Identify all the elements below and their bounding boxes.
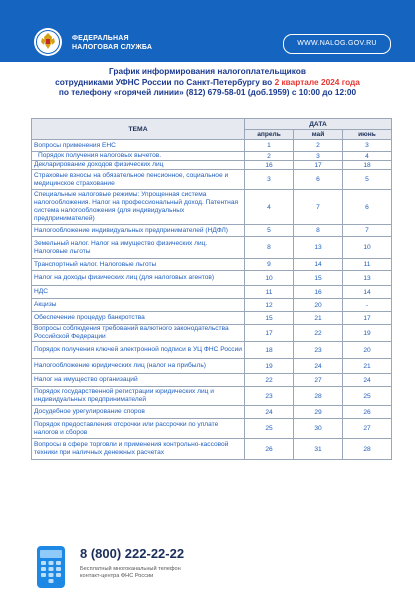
table-row <box>32 312 392 325</box>
row-theme: Вопросы применения ЕНС <box>32 140 245 152</box>
row-theme: Порядок государственной регистрации юридических лиц и индивидуальных предпринимателей <box>32 387 245 406</box>
row-date-june: 18 <box>343 161 392 170</box>
header-month-april: апрель <box>245 130 294 140</box>
table-row <box>32 299 392 312</box>
row-theme: Вопросы соблюдения требований валютного законодательства Российской Федерации <box>32 325 245 342</box>
title-line3: по телефону «горячей линии» (812) 679-58-01 (доб.1959) с 10:00 до 12:00 <box>58 87 357 97</box>
row-date-may: 14 <box>294 259 343 271</box>
row-date-april: 12 <box>245 299 294 312</box>
row-date-april: 15 <box>245 312 294 325</box>
row-date-may: 8 <box>294 225 343 237</box>
row-theme: Декларирование доходов физических лиц <box>32 161 245 170</box>
row-date-april: 22 <box>245 374 294 387</box>
hotline-description <box>80 566 181 580</box>
row-date-june: - <box>343 299 392 312</box>
table-row <box>32 387 392 406</box>
row-date-june: 21 <box>343 359 392 374</box>
row-theme: Налог на доходы физических лиц (для налоговых агентов) <box>32 271 245 286</box>
row-theme: Акцизы <box>32 299 245 312</box>
row-theme: Земельный налог. Налог на имущество физических лиц. Налоговые льготы <box>32 237 245 259</box>
row-date-june: 26 <box>343 406 392 419</box>
row-date-may: 6 <box>294 170 343 190</box>
row-theme: Порядок получения ключей электронной подписи в УЦ ФНС России <box>32 342 245 359</box>
row-date-may: 24 <box>294 359 343 374</box>
table-row <box>32 170 392 190</box>
row-theme: Транспортный налог. Налоговые льготы <box>32 259 245 271</box>
row-date-april: 16 <box>245 161 294 170</box>
row-theme: Вопросы в сфере торговли и применения контрольно-кассовой техники при наличных денежных расчетах <box>32 439 245 460</box>
title-line1: График информирования налогоплательщиков <box>109 66 306 76</box>
row-theme: Налогообложение индивидуальных предпринимателей (НДФЛ) <box>32 225 245 237</box>
row-date-april: 25 <box>245 419 294 439</box>
table-row <box>32 359 392 374</box>
table-row <box>32 152 392 161</box>
row-date-april: 8 <box>245 237 294 259</box>
title-line2-text: сотрудниками УФНС России по Санкт-Петербургу во <box>55 76 275 87</box>
phone-keypad-icon <box>36 545 66 589</box>
row-date-june: 11 <box>343 259 392 271</box>
table-row <box>32 190 392 225</box>
row-date-june: 19 <box>343 325 392 342</box>
row-date-june: 4 <box>343 152 392 161</box>
row-date-april: 4 <box>245 190 294 225</box>
row-date-april: 24 <box>245 406 294 419</box>
org-name-line2: НАЛОГОВАЯ СЛУЖБА <box>72 44 153 51</box>
row-date-april: 9 <box>245 259 294 271</box>
header-month-june: июнь <box>343 130 392 140</box>
row-date-april: 11 <box>245 286 294 299</box>
header-theme: ТЕМА <box>32 119 245 140</box>
row-date-may: 23 <box>294 342 343 359</box>
header-month-may: май <box>294 130 343 140</box>
row-date-june: 10 <box>343 237 392 259</box>
row-date-may: 20 <box>294 299 343 312</box>
row-date-april: 18 <box>245 342 294 359</box>
row-date-april: 26 <box>245 439 294 460</box>
table-row <box>32 325 392 342</box>
title-line2 <box>20 77 395 88</box>
fns-emblem-icon <box>33 27 63 57</box>
header-date: ДАТА <box>245 119 392 130</box>
row-date-may: 13 <box>294 237 343 259</box>
row-date-april: 17 <box>245 325 294 342</box>
table-row <box>32 140 392 152</box>
row-date-june: 27 <box>343 419 392 439</box>
hotline-desc-line2: контакт-центра ФНС России <box>80 573 154 579</box>
row-date-may: 22 <box>294 325 343 342</box>
row-date-june: 5 <box>343 170 392 190</box>
table-row <box>32 286 392 299</box>
title-highlight: 2 квартале 2024 года <box>274 76 360 87</box>
table-row <box>32 271 392 286</box>
table-row <box>32 237 392 259</box>
row-date-april: 23 <box>245 387 294 406</box>
row-theme: Страховые взносы на обязательное пенсионное, социальное и медицинское страхование <box>32 170 245 190</box>
row-date-may: 2 <box>294 140 343 152</box>
table-row <box>32 225 392 237</box>
row-date-june: 25 <box>343 387 392 406</box>
hotline-phone[interactable]: 8 (800) 222-22-22 <box>80 546 185 561</box>
row-date-april: 10 <box>245 271 294 286</box>
row-date-june: 17 <box>343 312 392 325</box>
row-date-april: 3 <box>245 170 294 190</box>
row-theme: Порядок предоставления отсрочки или рассрочки по уплате налогов и сборов <box>32 419 245 439</box>
website-link[interactable]: WWW.NALOG.GOV.RU <box>283 34 391 54</box>
row-date-may: 27 <box>294 374 343 387</box>
row-date-june: 24 <box>343 374 392 387</box>
row-theme: Специальные налоговые режимы: Упрощенная система налогообложения. Налог на профессиональный доход. Патентная система налогообложения (для индивидуальных предпринимателей) <box>32 190 245 225</box>
row-date-june: 28 <box>343 439 392 460</box>
row-date-april: 19 <box>245 359 294 374</box>
table-row <box>32 439 392 460</box>
row-date-june: 3 <box>343 140 392 152</box>
row-date-may: 30 <box>294 419 343 439</box>
page-title <box>20 66 395 98</box>
row-date-may: 28 <box>294 387 343 406</box>
row-date-june: 14 <box>343 286 392 299</box>
row-theme: Порядок получения налоговых вычетов. <box>32 152 245 161</box>
row-date-april: 1 <box>245 140 294 152</box>
row-date-may: 16 <box>294 286 343 299</box>
row-theme: НДС <box>32 286 245 299</box>
table-row <box>32 259 392 271</box>
row-date-june: 13 <box>343 271 392 286</box>
hotline-desc-line1: Бесплатный многоканальный телефон <box>80 566 181 572</box>
header-banner <box>0 0 415 62</box>
row-date-may: 15 <box>294 271 343 286</box>
row-date-june: 7 <box>343 225 392 237</box>
table-row <box>32 342 392 359</box>
row-date-may: 17 <box>294 161 343 170</box>
table-row <box>32 419 392 439</box>
row-date-may: 21 <box>294 312 343 325</box>
row-date-may: 3 <box>294 152 343 161</box>
org-name-line1: ФЕДЕРАЛЬНАЯ <box>72 35 129 42</box>
schedule-table <box>31 118 392 460</box>
row-date-may: 29 <box>294 406 343 419</box>
org-name <box>72 34 152 52</box>
table-row <box>32 374 392 387</box>
row-date-april: 2 <box>245 152 294 161</box>
row-theme: Налог на имущество организаций <box>32 374 245 387</box>
row-theme: Обеспечение процедур банкротства <box>32 312 245 325</box>
table-row <box>32 161 392 170</box>
table-row <box>32 406 392 419</box>
row-date-may: 7 <box>294 190 343 225</box>
row-theme: Налогообложение юридических лиц (налог на прибыль) <box>32 359 245 374</box>
row-theme: Досудебное урегулирование споров <box>32 406 245 419</box>
row-date-june: 20 <box>343 342 392 359</box>
row-date-april: 5 <box>245 225 294 237</box>
row-date-june: 6 <box>343 190 392 225</box>
row-date-may: 31 <box>294 439 343 460</box>
